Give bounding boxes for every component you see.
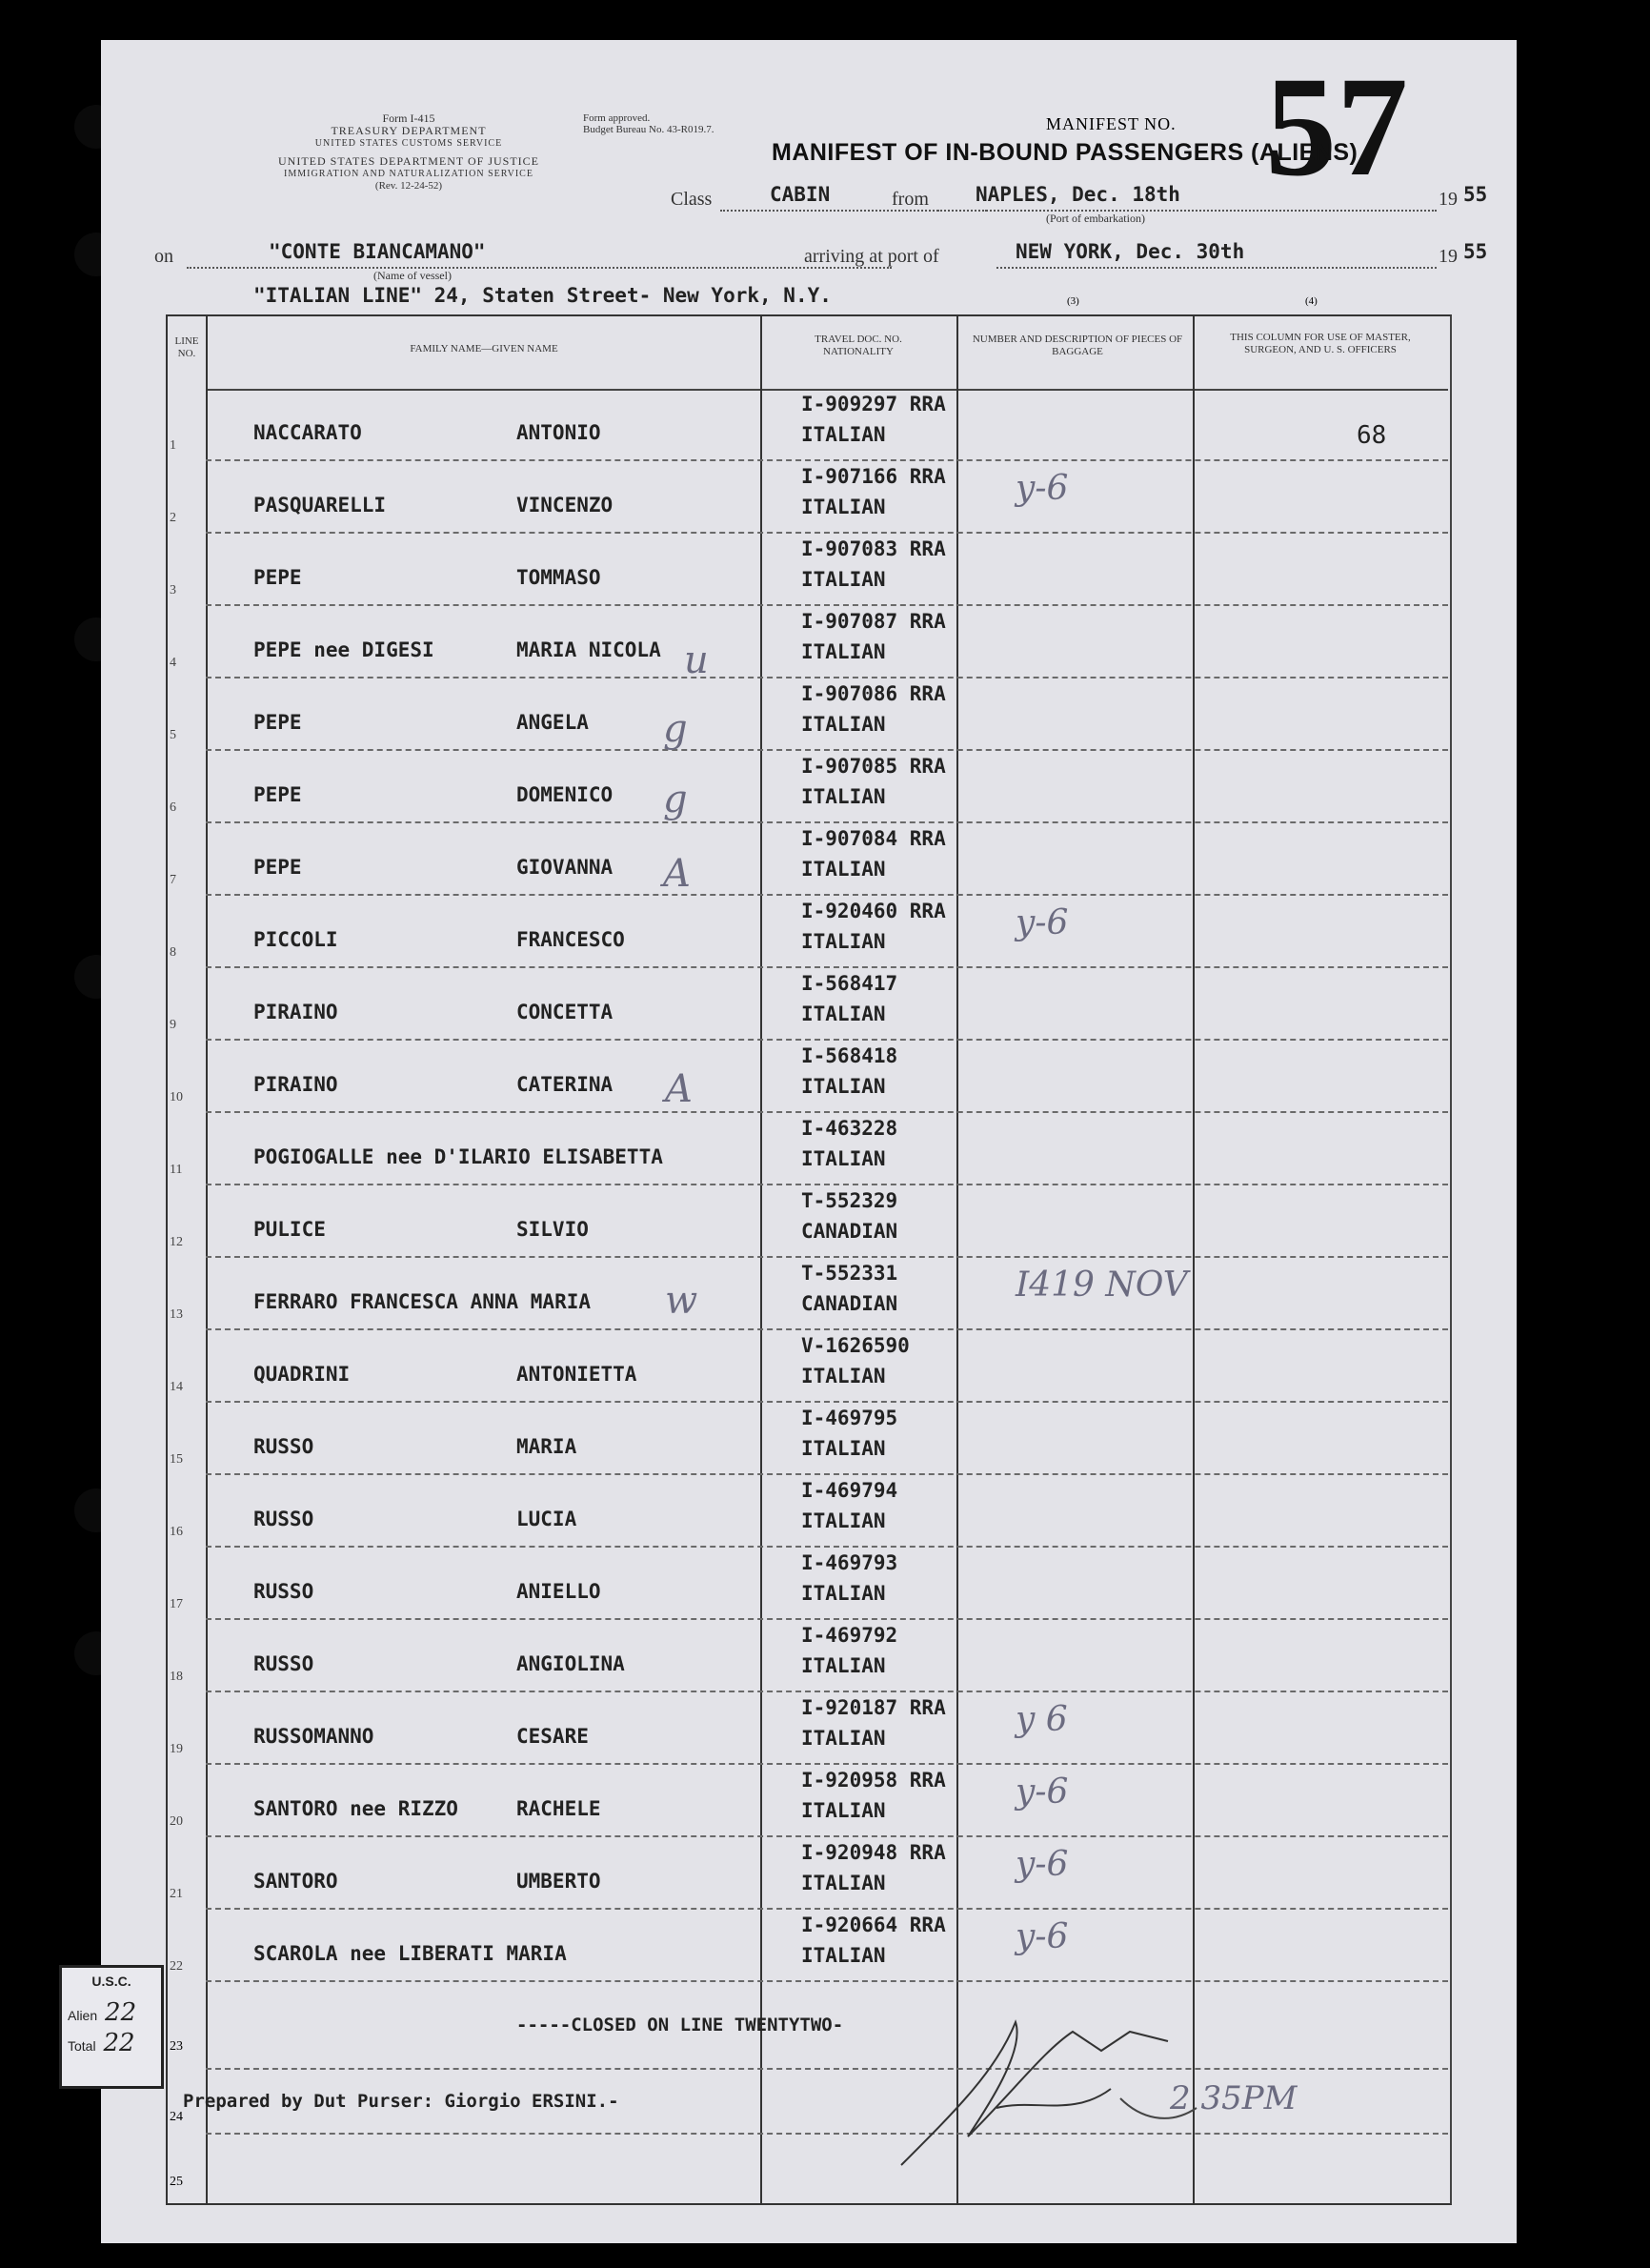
given-name: ANTONIO <box>516 421 601 444</box>
line-number: 18 <box>170 1670 183 1684</box>
manifest-number: 57 <box>1265 48 1408 206</box>
hand-mark: A <box>663 852 691 896</box>
officer-note: 68 <box>1357 421 1387 450</box>
closed-line-text: -----CLOSED ON LINE TWENTYTWO- <box>516 2015 844 2035</box>
passenger-row <box>101 461 1517 534</box>
on-label: on <box>154 246 173 267</box>
nationality: ITALIAN <box>801 496 886 518</box>
form-number: Form I-415 <box>382 111 435 125</box>
nationality: ITALIAN <box>801 1872 886 1894</box>
line-address: "ITALIAN LINE" 24, Staten Street- New York, N.Y. <box>253 284 832 307</box>
passenger-row <box>101 534 1517 606</box>
family-name: POGIOGALLE nee D'ILARIO ELISABETTA <box>253 1145 663 1168</box>
stamp-total-value: 22 <box>103 2029 135 2057</box>
year2-value: 55 <box>1463 240 1488 263</box>
nationality: ITALIAN <box>801 1365 886 1387</box>
arriving-label: arriving at port of <box>804 246 939 267</box>
family-name: PEPE <box>253 566 302 589</box>
line-number: 9 <box>170 1018 176 1032</box>
passenger-row <box>101 1041 1517 1113</box>
travel-doc-number: I-920460 RRA <box>801 900 946 922</box>
travel-doc-number: I-920187 RRA <box>801 1696 946 1719</box>
passenger-row <box>101 606 1517 678</box>
line-number: 11 <box>170 1163 183 1177</box>
given-name: DOMENICO <box>516 783 614 806</box>
nationality: ITALIAN <box>801 1582 886 1605</box>
passenger-list <box>101 389 1517 1990</box>
nationality: CANADIAN <box>801 1220 898 1243</box>
family-name: RUSSO <box>253 1652 314 1675</box>
treasury-dept: TREASURY DEPARTMENT <box>331 124 487 137</box>
from-label: from <box>892 189 929 210</box>
form-approved: Form approved. <box>583 112 651 124</box>
count-stamp <box>59 1965 164 2089</box>
nationality: ITALIAN <box>801 930 886 953</box>
nationality: ITALIAN <box>801 1727 886 1750</box>
line-number: 10 <box>170 1090 183 1104</box>
page-title: MANIFEST OF IN-BOUND PASSENGERS (ALIENS) <box>772 139 1358 166</box>
hand-mark: A <box>665 1067 693 1111</box>
travel-doc-number: I-907085 RRA <box>801 755 946 778</box>
note-3: (3) <box>1067 295 1079 307</box>
passenger-row <box>101 751 1517 823</box>
baggage-note: y-6 <box>1016 903 1069 942</box>
line-number: 8 <box>170 945 176 960</box>
vessel-name: "CONTE BIANCAMANO" <box>269 240 486 263</box>
family-name: SANTORO <box>253 1870 338 1893</box>
passenger-row <box>101 678 1517 751</box>
family-name: QUADRINI <box>253 1363 351 1386</box>
line-number: 20 <box>170 1814 183 1829</box>
class-label: Class <box>671 189 713 210</box>
line-number: 23 <box>170 2039 183 2054</box>
travel-doc-number: I-907083 RRA <box>801 537 946 560</box>
travel-doc-number: I-568417 <box>801 972 898 995</box>
from-field-line <box>937 210 1437 212</box>
vessel-note: (Name of vessel) <box>373 269 452 282</box>
passenger-row <box>101 1330 1517 1403</box>
nationality: ITALIAN <box>801 785 886 808</box>
line-number: 21 <box>170 1887 183 1901</box>
family-name: RUSSO <box>253 1435 314 1458</box>
passenger-row <box>101 1620 1517 1692</box>
year1-value: 55 <box>1463 183 1488 206</box>
travel-doc-number: I-907086 RRA <box>801 682 946 705</box>
passenger-row <box>101 1185 1517 1258</box>
nationality: ITALIAN <box>801 858 886 881</box>
given-name: ANGELA <box>516 711 589 734</box>
passenger-row <box>101 1910 1517 1982</box>
given-name: CATERINA <box>516 1073 614 1096</box>
col-header-name: FAMILY NAME—GIVEN NAME <box>410 343 558 354</box>
line-number: 24 <box>170 2110 183 2124</box>
stamp-usc: U.S.C. <box>91 1974 131 1989</box>
family-name: RUSSO <box>253 1580 314 1603</box>
line-number: 17 <box>170 1597 183 1611</box>
manifest-no-label: MANIFEST NO. <box>1046 114 1177 133</box>
family-name: PEPE nee DIGESI <box>253 638 434 661</box>
passenger-row <box>101 1548 1517 1620</box>
baggage-note: I419 NOV <box>1016 1266 1188 1305</box>
nationality: ITALIAN <box>801 423 886 446</box>
line-number: 4 <box>170 656 176 670</box>
year2-prefix: 19 <box>1439 246 1458 267</box>
given-name: GIOVANNA <box>516 856 614 879</box>
travel-doc-number: I-920948 RRA <box>801 1841 946 1864</box>
family-name: PIRAINO <box>253 1001 338 1023</box>
hand-mark: u <box>684 638 709 682</box>
travel-doc-number: I-920958 RRA <box>801 1769 946 1792</box>
travel-doc-number: I-907087 RRA <box>801 610 946 633</box>
passenger-row <box>101 1113 1517 1185</box>
line-number: 1 <box>170 438 176 453</box>
family-name: PASQUARELLI <box>253 494 387 516</box>
family-name: PEPE <box>253 711 302 734</box>
given-name: TOMMASO <box>516 566 601 589</box>
travel-doc-number: I-909297 RRA <box>801 393 946 415</box>
nationality: ITALIAN <box>801 1075 886 1098</box>
travel-doc-number: T-552329 <box>801 1189 898 1212</box>
customs-service: UNITED STATES CUSTOMS SERVICE <box>314 138 503 149</box>
given-name: FRANCESCO <box>516 928 625 951</box>
travel-doc-number: I-469795 <box>801 1407 898 1429</box>
passenger-row <box>101 1765 1517 1837</box>
row-rule <box>206 1980 1448 1982</box>
budget-block <box>583 112 714 135</box>
travel-doc-number: I-907166 RRA <box>801 465 946 488</box>
nationality: ITALIAN <box>801 1654 886 1677</box>
nationality: ITALIAN <box>801 1147 886 1170</box>
travel-doc-number: I-920664 RRA <box>801 1914 946 1936</box>
nationality: ITALIAN <box>801 568 886 591</box>
family-name: PICCOLI <box>253 928 338 951</box>
family-name: RUSSO <box>253 1508 314 1530</box>
vessel-field-line <box>187 267 892 269</box>
family-name: PULICE <box>253 1218 326 1241</box>
passenger-row <box>101 1258 1517 1330</box>
line-number: 7 <box>170 873 176 887</box>
passenger-row <box>101 896 1517 968</box>
line-number: 25 <box>170 2175 183 2189</box>
note-4: (4) <box>1305 295 1318 307</box>
stamp-total-row <box>62 2029 161 2057</box>
col-header-officers: THIS COLUMN FOR USE OF MASTER, SURGEON, AND U. S. OFFICERS <box>1230 332 1411 355</box>
family-name: RUSSOMANNO <box>253 1725 374 1748</box>
given-name: ANTONIETTA <box>516 1363 637 1386</box>
line-number: 3 <box>170 583 176 597</box>
nationality: ITALIAN <box>801 1799 886 1822</box>
signature-scribble <box>882 1994 1416 2184</box>
baggage-note: y 6 <box>1016 1700 1068 1739</box>
line-number: 6 <box>170 800 176 815</box>
family-name: NACCARATO <box>253 421 362 444</box>
family-name: PEPE <box>253 856 302 879</box>
hand-mark: g <box>663 778 688 821</box>
revision: (Rev. 12-24-52) <box>374 180 443 192</box>
given-name: MARIA NICOLA <box>516 638 661 661</box>
justice-dept: UNITED STATES DEPARTMENT OF JUSTICE <box>277 154 539 168</box>
line-number: 22 <box>170 1959 183 1974</box>
line-number: 16 <box>170 1525 183 1539</box>
form-info-block <box>194 112 623 192</box>
arriving-field-line <box>996 267 1437 269</box>
port-embark-note: (Port of embarkation) <box>1046 212 1145 225</box>
travel-doc-number: I-469794 <box>801 1479 898 1502</box>
prepared-by: Prepared by Dut Purser: Giorgio ERSINI.- <box>183 2091 619 2112</box>
col-header-travel-doc: TRAVEL DOC. NO. NATIONALITY <box>815 334 902 357</box>
class-value: CABIN <box>770 183 831 206</box>
passenger-row <box>101 823 1517 896</box>
passenger-row <box>101 1692 1517 1765</box>
col-header-baggage: NUMBER AND DESCRIPTION OF PIECES OF BAGGAGE <box>972 334 1183 357</box>
family-name: SANTORO nee RIZZO <box>253 1797 458 1820</box>
nationality: ITALIAN <box>801 1437 886 1460</box>
passenger-row <box>101 1837 1517 1910</box>
nationality: ITALIAN <box>801 713 886 736</box>
given-name: CESARE <box>516 1725 589 1748</box>
passenger-row <box>101 1475 1517 1548</box>
family-name: SCAROLA nee LIBERATI MARIA <box>253 1942 567 1965</box>
arriving-value: NEW YORK, Dec. 30th <box>1016 240 1245 263</box>
line-number: 19 <box>170 1742 183 1756</box>
given-name: VINCENZO <box>516 494 614 516</box>
hand-mark: w <box>665 1279 698 1323</box>
travel-doc-number: T-552331 <box>801 1262 898 1285</box>
nationality: ITALIAN <box>801 1509 886 1532</box>
family-name: PIRAINO <box>253 1073 338 1096</box>
given-name: RACHELE <box>516 1797 601 1820</box>
line-number: 2 <box>170 511 176 525</box>
stamp-aliens-value: 22 <box>105 1998 137 2027</box>
manifest-page <box>68 40 1517 2243</box>
time-note: 2 35PM <box>1170 2079 1298 2117</box>
passenger-row <box>101 389 1517 461</box>
line-number: 13 <box>170 1307 183 1322</box>
nationality: ITALIAN <box>801 1002 886 1025</box>
given-name: ANIELLO <box>516 1580 601 1603</box>
passenger-row <box>101 968 1517 1041</box>
given-name: UMBERTO <box>516 1870 601 1893</box>
travel-doc-number: V-1626590 <box>801 1334 910 1357</box>
given-name: ANGIOLINA <box>516 1652 625 1675</box>
given-name: SILVIO <box>516 1218 589 1241</box>
family-name: PEPE <box>253 783 302 806</box>
hand-mark: g <box>663 707 688 751</box>
from-value: NAPLES, Dec. 18th <box>976 183 1180 206</box>
baggage-note: y-6 <box>1016 1772 1069 1812</box>
family-name: FERRARO FRANCESCA ANNA MARIA <box>253 1290 592 1313</box>
line-number: 14 <box>170 1380 183 1394</box>
travel-doc-number: I-568418 <box>801 1044 898 1067</box>
baggage-note: y-6 <box>1016 1845 1069 1884</box>
nationality: ITALIAN <box>801 640 886 663</box>
nationality: ITALIAN <box>801 1944 886 1967</box>
travel-doc-number: I-463228 <box>801 1117 898 1140</box>
given-name: CONCETTA <box>516 1001 614 1023</box>
travel-doc-number: I-469793 <box>801 1551 898 1574</box>
line-number: 15 <box>170 1452 183 1467</box>
col-header-line-no: LINE NO. <box>174 335 199 359</box>
line-number: 5 <box>170 728 176 742</box>
ins-service: IMMIGRATION AND NATURALIZATION SERVICE <box>284 169 533 179</box>
given-name: MARIA <box>516 1435 577 1458</box>
passenger-row <box>101 1403 1517 1475</box>
travel-doc-number: I-469792 <box>801 1624 898 1647</box>
nationality: CANADIAN <box>801 1292 898 1315</box>
budget-bureau: Budget Bureau No. 43-R019.7. <box>583 124 714 135</box>
stamp-aliens-label: Alien <box>68 2008 98 2023</box>
line-number: 12 <box>170 1235 183 1249</box>
stamp-total-label: Total <box>68 2038 96 2054</box>
baggage-note: y-6 <box>1016 1917 1069 1956</box>
travel-doc-number: I-907084 RRA <box>801 827 946 850</box>
given-name: LUCIA <box>516 1508 577 1530</box>
baggage-note: y-6 <box>1016 469 1069 508</box>
year1-prefix: 19 <box>1439 189 1458 210</box>
stamp-aliens-row <box>62 1998 161 2027</box>
